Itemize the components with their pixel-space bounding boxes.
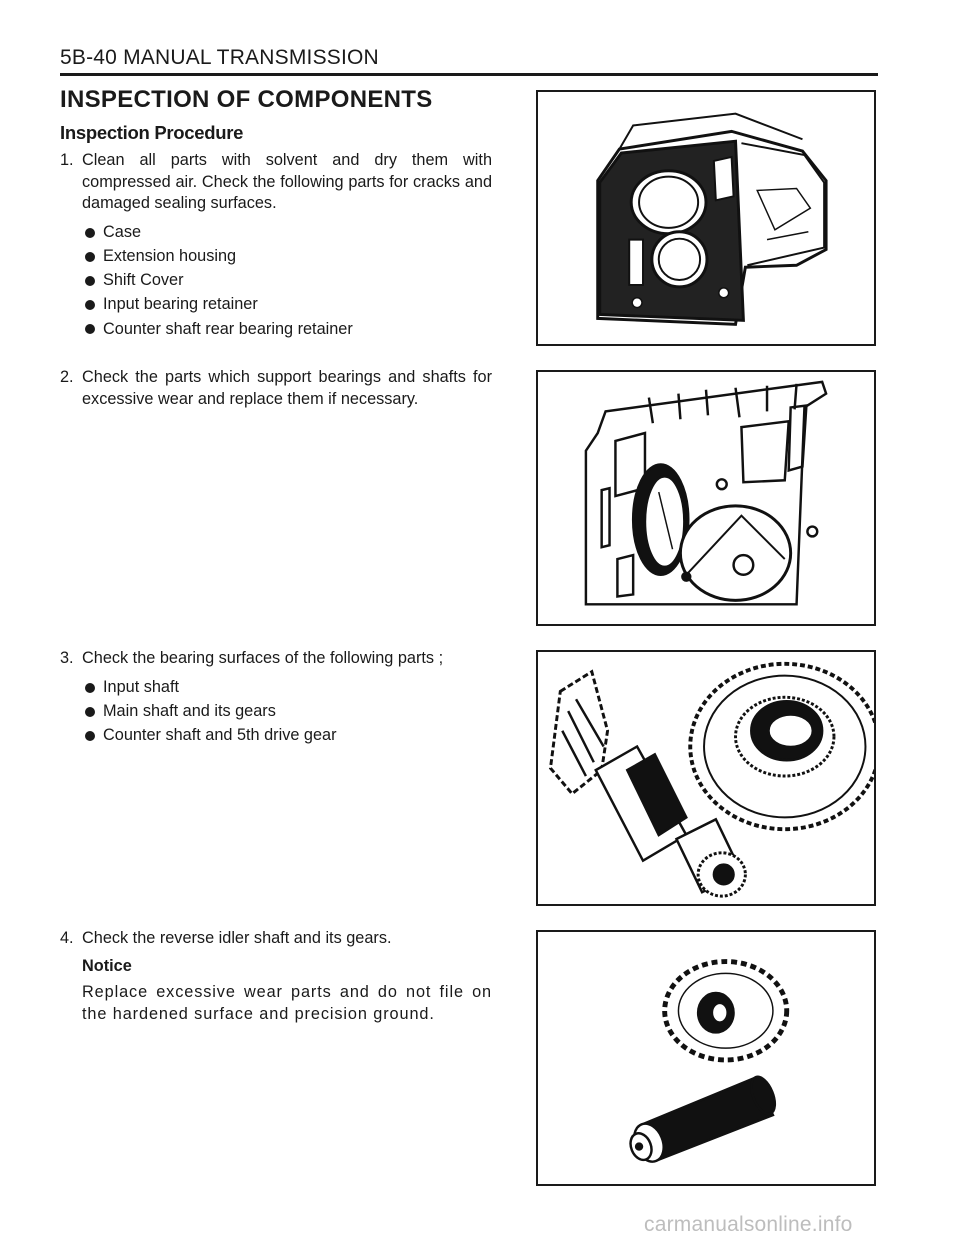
bullet-icon <box>85 324 95 334</box>
step-text: Check the parts which support bearings and shafts for excessive wear and replace them if necessary. <box>82 368 492 408</box>
list-item: Extension housing <box>82 245 492 269</box>
bullet-icon <box>85 228 95 238</box>
bullet-icon <box>85 731 95 741</box>
section-subtitle: Inspection Procedure <box>60 122 244 143</box>
figure-shaft-gears <box>536 650 876 906</box>
list-item: Main shaft and its gears <box>82 700 492 724</box>
list-item: Counter shaft rear bearing retainer <box>82 317 492 341</box>
step-1 <box>60 150 492 341</box>
footer-watermark: carmanualsonline.info <box>644 1213 853 1236</box>
notice-label: Notice <box>82 956 132 975</box>
notice-text: Replace excessive wear parts and do not file on the hardened surface and precision ground. <box>82 983 492 1023</box>
step-number: 3. <box>60 649 74 667</box>
list-item: Input bearing retainer <box>82 293 492 317</box>
list-item: Counter shaft and 5th drive gear <box>82 724 492 748</box>
shaft-gears-illustration <box>538 652 874 904</box>
page-header: 5B-40 MANUAL TRANSMISSION <box>60 46 379 69</box>
bullet-list <box>82 676 492 749</box>
step-text: Check the bearing surfaces of the following parts ; <box>82 649 444 667</box>
figure-bearing-bores <box>536 370 876 626</box>
transmission-case-illustration <box>538 92 874 344</box>
step-text: Clean all parts with solvent and dry them with compressed air. Check the following parts for cracks and damaged sealing surfaces. <box>82 151 492 212</box>
step-2 <box>60 367 492 410</box>
header-rule <box>60 73 878 76</box>
bullet-icon <box>85 300 95 310</box>
bullet-list <box>82 221 492 342</box>
figure-reverse-idler <box>536 930 876 1186</box>
bullet-icon <box>85 707 95 717</box>
list-item: Case <box>82 221 492 245</box>
step-number: 2. <box>60 368 74 386</box>
list-item: Shift Cover <box>82 269 492 293</box>
bullet-icon <box>85 276 95 286</box>
reverse-idler-illustration <box>538 932 874 1184</box>
bullet-icon <box>85 683 95 693</box>
step-text: Check the reverse idler shaft and its gears. <box>82 929 392 947</box>
step-4 <box>60 928 492 1025</box>
figure-transmission-case <box>536 90 876 346</box>
step-3 <box>60 648 492 748</box>
step-number: 4. <box>60 929 74 947</box>
bearing-bores-illustration <box>538 372 874 624</box>
bullet-icon <box>85 252 95 262</box>
step-number: 1. <box>60 151 74 169</box>
section-title: INSPECTION OF COMPONENTS <box>60 86 433 113</box>
list-item: Input shaft <box>82 676 492 700</box>
